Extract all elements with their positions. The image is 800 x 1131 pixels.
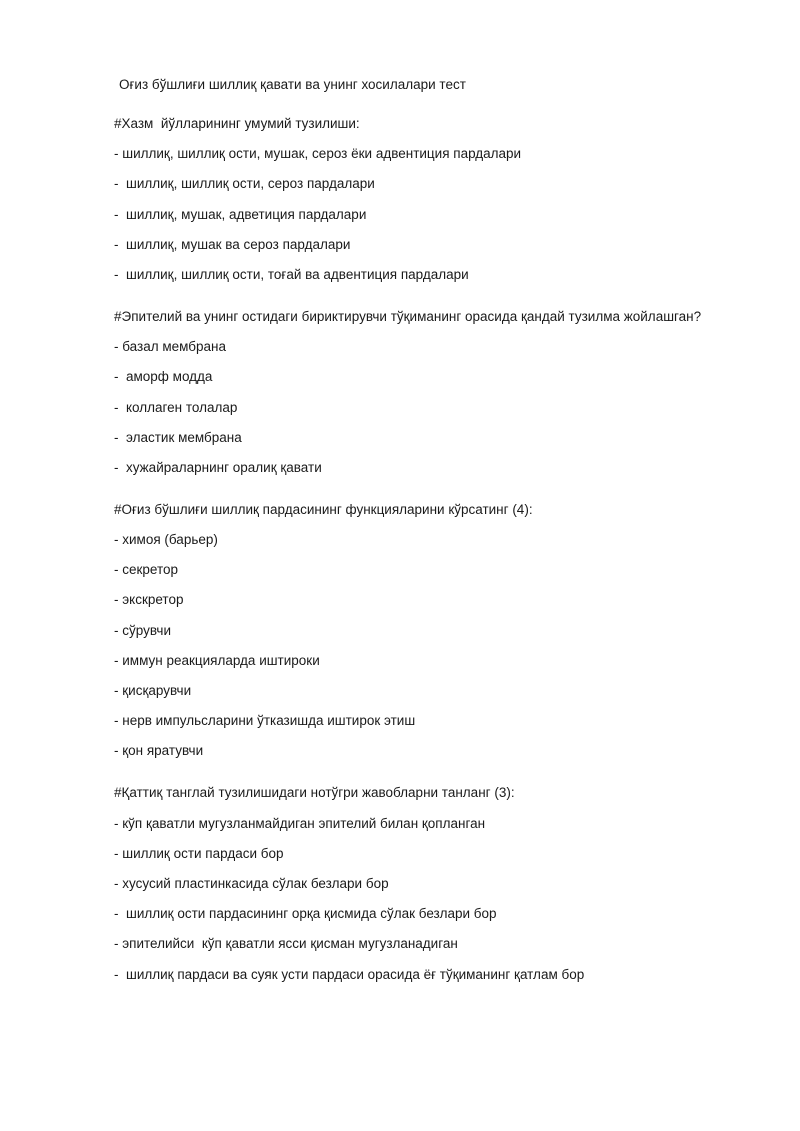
answer-option: - коллаген толалар: [114, 399, 238, 415]
answer-option: - шиллиқ, шиллиқ ости, мушак, сероз ёки адвентиция пардалари: [114, 146, 522, 162]
answer-option: - нерв импульсларини ўтказишда иштирок этиш: [114, 713, 416, 729]
answer-option: - хужайраларнинг оралиқ қавати: [114, 459, 322, 475]
question-text: #Оғиз бўшлиғи шиллиқ пардасининг функцияларини кўрсатинг (4):: [114, 501, 533, 517]
question-text: #Хазм йўлларининг умумий тузилиши:: [114, 116, 360, 131]
answer-option: - эпителийси кўп қаватли ясси қисман мугузланадиган: [114, 936, 458, 952]
answer-option: - сўрувчи: [114, 622, 171, 638]
answer-option: - секретор: [114, 562, 179, 578]
answer-option: - иммун реакцияларда иштироки: [114, 652, 320, 668]
question-block: [114, 501, 754, 761]
answer-option: - шиллиқ, мушак ва сероз пардалари: [114, 236, 351, 252]
answer-option: - кўп қаватли мугузланмайдиган эпителий билан қопланган: [114, 815, 486, 831]
question-block: [114, 784, 754, 983]
answer-option: - қисқарувчи: [114, 683, 192, 698]
answer-option: - шиллиқ ости пардасининг орқа қисмида сўлак безлари бор: [114, 906, 497, 922]
answer-option: - экскретор: [114, 592, 184, 608]
answer-option: - аморф модда: [114, 369, 213, 385]
question-block: [114, 308, 754, 477]
answer-option: - шиллиқ, мушак, адветиция пардалари: [114, 206, 367, 222]
answer-option: - шиллиқ пардаси ва суяк усти пардаси орасида ёғ тўқиманинг қатлам бор: [114, 966, 585, 982]
answer-option: - шиллиқ, шиллиқ ости, сероз пардалари: [114, 176, 375, 192]
question-text: #Қаттиқ танглай тузилишидаги нотўгри жавобларни танланг (3):: [114, 785, 515, 801]
answer-option: - қон яратувчи: [114, 743, 204, 759]
answer-option: - шиллиқ, шиллиқ ости, тоғай ва адвентиция пардалари: [114, 266, 469, 282]
question-text: #Эпителий ва унинг остидаги бириктирувчи тўқиманинг орасида қандай тузилма жойлашган?: [114, 308, 702, 324]
answer-option: - хусусий пластинкасида сўлак безлари бор: [114, 875, 389, 891]
answer-option: - химоя (барьер): [114, 532, 218, 548]
document-title: Оғиз бўшлиғи шиллиқ қавати ва унинг хосилалари тест: [119, 77, 466, 92]
answer-option: - базал мембрана: [114, 339, 226, 355]
answer-option: - эластик мембрана: [114, 429, 242, 445]
question-list: [114, 115, 754, 1008]
question-block: [114, 115, 754, 284]
answer-option: - шиллиқ ости пардаси бор: [114, 845, 284, 861]
